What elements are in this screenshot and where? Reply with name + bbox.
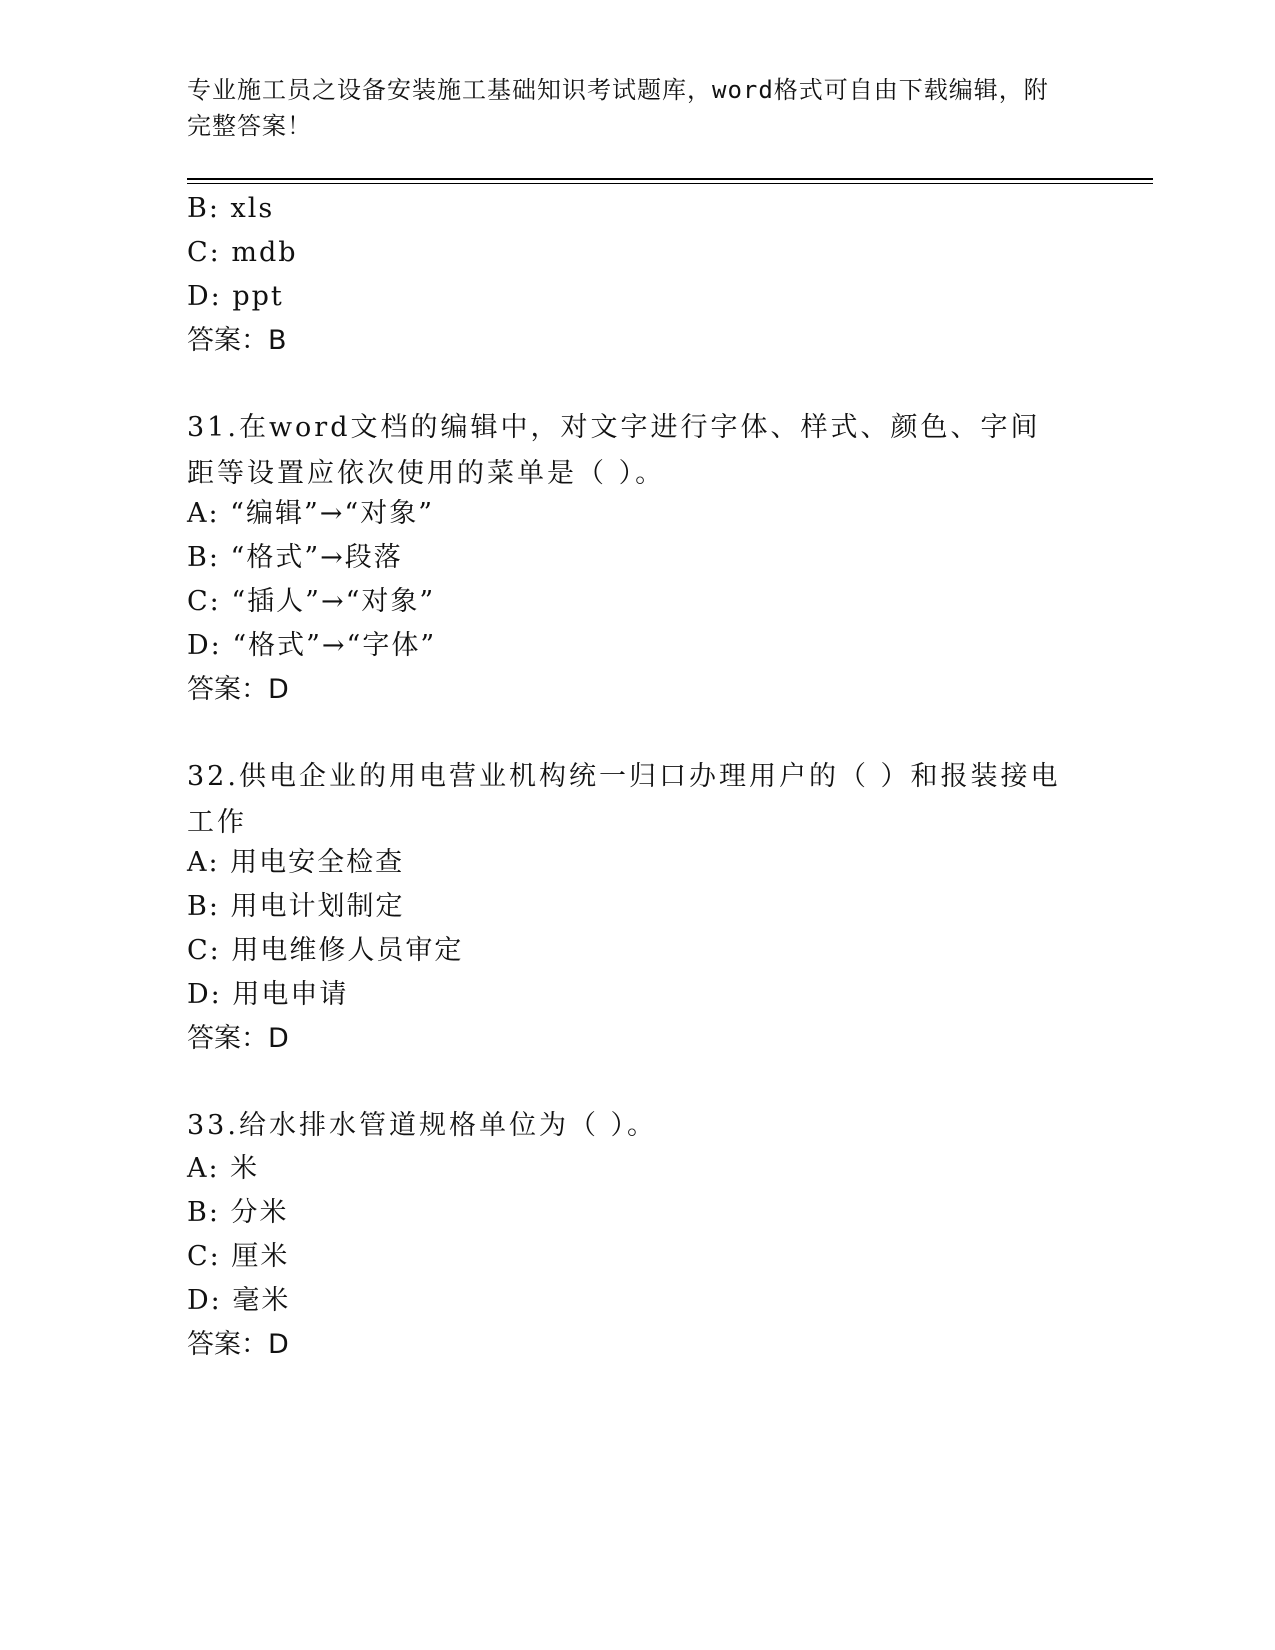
- question-33-option-a: A: 米: [187, 1153, 260, 1184]
- question-33-answer: 答案：D: [187, 1329, 289, 1360]
- header-divider-thin: [187, 183, 1153, 184]
- question-32-option-b: B: 用电计划制定: [187, 891, 405, 922]
- option-b: B: xls: [187, 193, 275, 224]
- header-divider-thick: [187, 178, 1153, 180]
- answer: 答案：B: [187, 325, 287, 356]
- question-32-option-d: D: 用电申请: [187, 979, 349, 1010]
- question-33-option-c: C: 厘米: [187, 1241, 290, 1272]
- question-31-option-d: D: “格式”→“字体”: [187, 630, 437, 661]
- question-32-answer: 答案：D: [187, 1023, 289, 1054]
- question-33-stem: 33.给水排水管道规格单位为（ ）。: [187, 1110, 658, 1141]
- question-31-option-a: A: “编辑”→“对象”: [187, 498, 435, 529]
- question-33-option-b: B: 分米: [187, 1197, 289, 1228]
- question-31-option-b: B: “格式”→段落: [187, 542, 403, 573]
- question-33-option-d: D: 毫米: [187, 1285, 291, 1316]
- question-31-option-c: C: “插人”→“对象”: [187, 586, 436, 617]
- option-d: D: ppt: [187, 281, 284, 312]
- question-31-stem: 31.在word文档的编辑中，对文字进行字体、样式、颜色、字间距等设置应依次使用的菜单是（ ）。: [187, 412, 1041, 489]
- question-31-answer: 答案：D: [187, 674, 289, 705]
- question-32-option-c: C: 用电维修人员审定: [187, 935, 464, 966]
- question-32-stem: 32.供电企业的用电营业机构统一归口办理用户的（ ）和报装接电工作: [187, 761, 1061, 838]
- option-c: C: mdb: [187, 237, 298, 268]
- document-header: 专业施工员之设备安装施工基础知识考试题库，word格式可自由下载编辑，附完整答案！: [187, 76, 1049, 140]
- question-32-option-a: A: 用电安全检查: [187, 847, 405, 878]
